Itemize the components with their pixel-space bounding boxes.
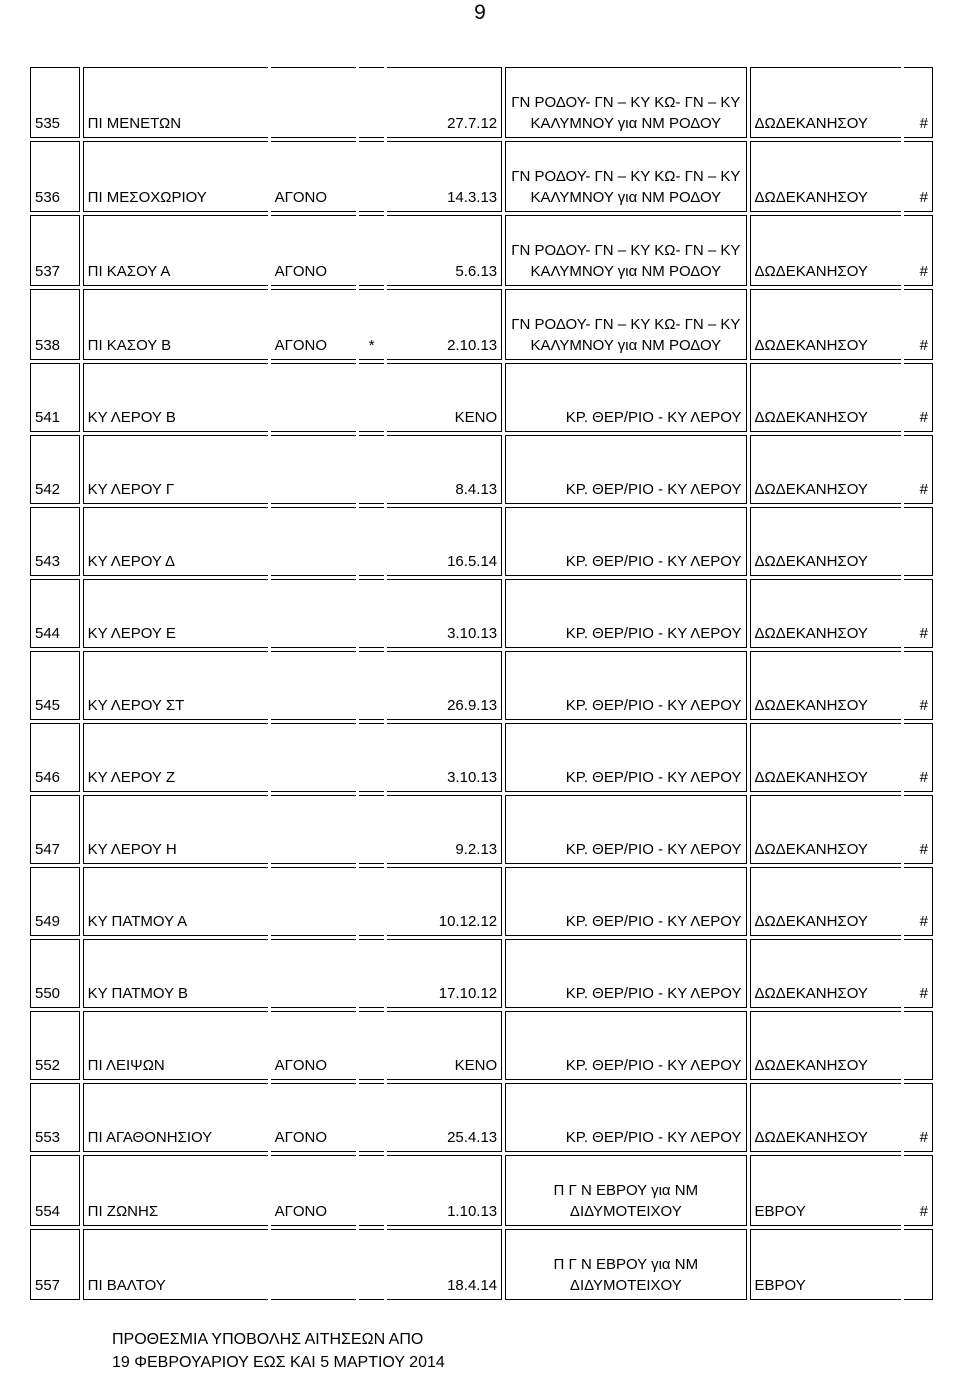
position-name: ΠΙ ΛΕΙΨΩΝ — [83, 1011, 268, 1080]
authority-cell: ΚΡ. ΘΕΡ/ΡΙΟ - ΚΥ ΛΕΡΟΥ — [505, 1011, 746, 1080]
table-row — [30, 141, 933, 212]
date-value: 2.10.13 — [387, 289, 502, 360]
asterisk-mark: * — [359, 289, 384, 360]
authority-cell: ΚΡ. ΘΕΡ/ΡΙΟ - ΚΥ ΛΕΡΟΥ — [505, 795, 746, 864]
status-label: ΑΓΟΝΟ — [271, 289, 357, 360]
authority-cell: ΓΝ ΡΟΔΟΥ- ΓΝ – ΚΥ ΚΩ- ΓΝ – ΚΥ ΚΑΛΥΜΝΟΥ για ΝΜ ΡΟΔΟΥ — [505, 67, 746, 138]
position-number: 553 — [30, 1083, 80, 1152]
asterisk-mark — [359, 507, 384, 576]
asterisk-mark — [359, 215, 384, 286]
region-cell: ΔΩΔΕΚΑΝΗΣΟΥ — [750, 289, 901, 360]
position-name: ΚΥ ΠΑΤΜΟΥ Α — [83, 867, 268, 936]
hash-mark: # — [904, 579, 933, 648]
position-number: 549 — [30, 867, 80, 936]
table-row — [30, 435, 933, 504]
position-number: 552 — [30, 1011, 80, 1080]
date-value: 10.12.12 — [387, 867, 502, 936]
position-number: 550 — [30, 939, 80, 1008]
position-name: ΠΙ ΑΓΑΘΟΝΗΣΙΟΥ — [83, 1083, 268, 1152]
status-label: ΑΓΟΝΟ — [271, 141, 357, 212]
position-name: ΚΥ ΛΕΡΟΥ Β — [83, 363, 268, 432]
hash-mark: # — [904, 435, 933, 504]
position-number: 543 — [30, 507, 80, 576]
asterisk-mark — [359, 435, 384, 504]
status-label — [271, 579, 357, 648]
asterisk-mark — [359, 363, 384, 432]
region-cell: ΔΩΔΕΚΑΝΗΣΟΥ — [750, 1011, 901, 1080]
table-row — [30, 215, 933, 286]
date-value: 18.4.14 — [387, 1229, 502, 1300]
hash-mark: # — [904, 939, 933, 1008]
position-name: ΠΙ ΜΕΣΟΧΩΡΙΟΥ — [83, 141, 268, 212]
asterisk-mark — [359, 1083, 384, 1152]
date-value: 9.2.13 — [387, 795, 502, 864]
hash-mark: # — [904, 1155, 933, 1226]
authority-cell: ΚΡ. ΘΕΡ/ΡΙΟ - ΚΥ ΛΕΡΟΥ — [505, 507, 746, 576]
date-value: 26.9.13 — [387, 651, 502, 720]
status-label — [271, 363, 357, 432]
authority-cell: ΚΡ. ΘΕΡ/ΡΙΟ - ΚΥ ΛΕΡΟΥ — [505, 867, 746, 936]
region-cell: ΔΩΔΕΚΑΝΗΣΟΥ — [750, 507, 901, 576]
date-value: 25.4.13 — [387, 1083, 502, 1152]
authority-cell: ΓΝ ΡΟΔΟΥ- ΓΝ – ΚΥ ΚΩ- ΓΝ – ΚΥ ΚΑΛΥΜΝΟΥ για ΝΜ ΡΟΔΟΥ — [505, 289, 746, 360]
authority-cell: ΚΡ. ΘΕΡ/ΡΙΟ - ΚΥ ΛΕΡΟΥ — [505, 723, 746, 792]
authority-cell: ΓΝ ΡΟΔΟΥ- ΓΝ – ΚΥ ΚΩ- ΓΝ – ΚΥ ΚΑΛΥΜΝΟΥ για ΝΜ ΡΟΔΟΥ — [505, 215, 746, 286]
hash-mark: # — [904, 1083, 933, 1152]
region-cell: ΔΩΔΕΚΑΝΗΣΟΥ — [750, 1083, 901, 1152]
position-number: 535 — [30, 67, 80, 138]
position-number: 537 — [30, 215, 80, 286]
status-label — [271, 795, 357, 864]
position-name: ΚΥ ΛΕΡΟΥ Η — [83, 795, 268, 864]
region-cell: ΔΩΔΕΚΑΝΗΣΟΥ — [750, 215, 901, 286]
table-row — [30, 651, 933, 720]
position-name: ΚΥ ΛΕΡΟΥ ΣΤ — [83, 651, 268, 720]
date-value: 16.5.14 — [387, 507, 502, 576]
asterisk-mark — [359, 141, 384, 212]
asterisk-mark — [359, 867, 384, 936]
status-label — [271, 507, 357, 576]
region-cell: ΕΒΡΟΥ — [750, 1229, 901, 1300]
position-name: ΚΥ ΛΕΡΟΥ Ε — [83, 579, 268, 648]
region-cell: ΔΩΔΕΚΑΝΗΣΟΥ — [750, 363, 901, 432]
asterisk-mark — [359, 67, 384, 138]
status-label — [271, 67, 357, 138]
authority-cell: ΓΝ ΡΟΔΟΥ- ΓΝ – ΚΥ ΚΩ- ΓΝ – ΚΥ ΚΑΛΥΜΝΟΥ για ΝΜ ΡΟΔΟΥ — [505, 141, 746, 212]
table-row — [30, 867, 933, 936]
authority-cell: ΚΡ. ΘΕΡ/ΡΙΟ - ΚΥ ΛΕΡΟΥ — [505, 579, 746, 648]
region-cell: ΔΩΔΕΚΑΝΗΣΟΥ — [750, 867, 901, 936]
date-value: 5.6.13 — [387, 215, 502, 286]
hash-mark: # — [904, 651, 933, 720]
position-name: ΚΥ ΛΕΡΟΥ Ζ — [83, 723, 268, 792]
hash-mark — [904, 1229, 933, 1300]
deadline-line-2: 19 ΦΕΒΡΟΥΑΡΙΟΥ ΕΩΣ ΚΑΙ 5 ΜΑΡΤΙΟΥ 2014 — [112, 1354, 445, 1371]
position-name: ΠΙ ΖΩΝΗΣ — [83, 1155, 268, 1226]
hash-mark — [904, 507, 933, 576]
asterisk-mark — [359, 939, 384, 1008]
region-cell: ΔΩΔΕΚΑΝΗΣΟΥ — [750, 67, 901, 138]
region-cell: ΔΩΔΕΚΑΝΗΣΟΥ — [750, 795, 901, 864]
date-value: 8.4.13 — [387, 435, 502, 504]
date-value: 3.10.13 — [387, 723, 502, 792]
asterisk-mark — [359, 795, 384, 864]
date-value: 27.7.12 — [387, 67, 502, 138]
date-value: ΚΕΝΟ — [387, 363, 502, 432]
position-name: ΚΥ ΠΑΤΜΟΥ Β — [83, 939, 268, 1008]
hash-mark: # — [904, 867, 933, 936]
position-name: ΚΥ ΛΕΡΟΥ Δ — [83, 507, 268, 576]
table-row — [30, 795, 933, 864]
date-value: ΚΕΝΟ — [387, 1011, 502, 1080]
date-value: 17.10.12 — [387, 939, 502, 1008]
table-row — [30, 1155, 933, 1226]
authority-cell: ΚΡ. ΘΕΡ/ΡΙΟ - ΚΥ ΛΕΡΟΥ — [505, 651, 746, 720]
authority-cell: ΚΡ. ΘΕΡ/ΡΙΟ - ΚΥ ΛΕΡΟΥ — [505, 1083, 746, 1152]
status-label: ΑΓΟΝΟ — [271, 215, 357, 286]
position-number: 541 — [30, 363, 80, 432]
authority-cell: Π Γ Ν ΕΒΡΟΥ για ΝΜ ΔΙΔΥΜΟΤΕΙΧΟΥ — [505, 1229, 746, 1300]
authority-cell: ΚΡ. ΘΕΡ/ΡΙΟ - ΚΥ ΛΕΡΟΥ — [505, 939, 746, 1008]
position-number: 547 — [30, 795, 80, 864]
table-row — [30, 363, 933, 432]
position-number: 545 — [30, 651, 80, 720]
hash-mark — [904, 1011, 933, 1080]
deadline-line-1: ΠΡΟΘΕΣΜΙΑ ΥΠΟΒΟΛΗΣ ΑΙΤΗΣΕΩΝ ΑΠΟ — [112, 1331, 424, 1348]
status-label: ΑΓΟΝΟ — [271, 1155, 357, 1226]
hash-mark: # — [904, 141, 933, 212]
status-label — [271, 867, 357, 936]
table-row — [30, 723, 933, 792]
hash-mark: # — [904, 363, 933, 432]
region-cell: ΔΩΔΕΚΑΝΗΣΟΥ — [750, 723, 901, 792]
hash-mark: # — [904, 289, 933, 360]
hash-mark: # — [904, 795, 933, 864]
region-cell: ΔΩΔΕΚΑΝΗΣΟΥ — [750, 435, 901, 504]
table-row — [30, 289, 933, 360]
table-row — [30, 507, 933, 576]
position-number: 536 — [30, 141, 80, 212]
hash-mark: # — [904, 67, 933, 138]
position-number: 557 — [30, 1229, 80, 1300]
status-label: ΑΓΟΝΟ — [271, 1011, 357, 1080]
status-label: ΑΓΟΝΟ — [271, 1083, 357, 1152]
asterisk-mark — [359, 1229, 384, 1300]
asterisk-mark — [359, 579, 384, 648]
status-label — [271, 651, 357, 720]
status-label — [271, 1229, 357, 1300]
position-name: ΠΙ ΒΑΛΤΟΥ — [83, 1229, 268, 1300]
asterisk-mark — [359, 1011, 384, 1080]
status-label — [271, 435, 357, 504]
position-number: 554 — [30, 1155, 80, 1226]
region-cell: ΔΩΔΕΚΑΝΗΣΟΥ — [750, 141, 901, 212]
authority-cell: ΚΡ. ΘΕΡ/ΡΙΟ - ΚΥ ΛΕΡΟΥ — [505, 435, 746, 504]
date-value: 14.3.13 — [387, 141, 502, 212]
table-row — [30, 1229, 933, 1300]
table-row — [30, 939, 933, 1008]
position-number: 546 — [30, 723, 80, 792]
status-label — [271, 723, 357, 792]
positions-table — [27, 64, 936, 1303]
position-number: 538 — [30, 289, 80, 360]
position-name: ΠΙ ΚΑΣΟΥ Α — [83, 215, 268, 286]
hash-mark: # — [904, 215, 933, 286]
region-cell: ΔΩΔΕΚΑΝΗΣΟΥ — [750, 651, 901, 720]
asterisk-mark — [359, 1155, 384, 1226]
table-row — [30, 579, 933, 648]
hash-mark: # — [904, 723, 933, 792]
position-name: ΠΙ ΜΕΝΕΤΩΝ — [83, 67, 268, 138]
region-cell: ΕΒΡΟΥ — [750, 1155, 901, 1226]
position-name: ΚΥ ΛΕΡΟΥ Γ — [83, 435, 268, 504]
region-cell: ΔΩΔΕΚΑΝΗΣΟΥ — [750, 939, 901, 1008]
table-row — [30, 1083, 933, 1152]
status-label — [271, 939, 357, 1008]
page-number: 9 — [474, 1, 486, 24]
position-number: 544 — [30, 579, 80, 648]
region-cell: ΔΩΔΕΚΑΝΗΣΟΥ — [750, 579, 901, 648]
asterisk-mark — [359, 651, 384, 720]
position-number: 542 — [30, 435, 80, 504]
date-value: 1.10.13 — [387, 1155, 502, 1226]
authority-cell: ΚΡ. ΘΕΡ/ΡΙΟ - ΚΥ ΛΕΡΟΥ — [505, 363, 746, 432]
authority-cell: Π Γ Ν ΕΒΡΟΥ για ΝΜ ΔΙΔΥΜΟΤΕΙΧΟΥ — [505, 1155, 746, 1226]
date-value: 3.10.13 — [387, 579, 502, 648]
table-row — [30, 67, 933, 138]
table-row — [30, 1011, 933, 1080]
position-name: ΠΙ ΚΑΣΟΥ Β — [83, 289, 268, 360]
asterisk-mark — [359, 723, 384, 792]
